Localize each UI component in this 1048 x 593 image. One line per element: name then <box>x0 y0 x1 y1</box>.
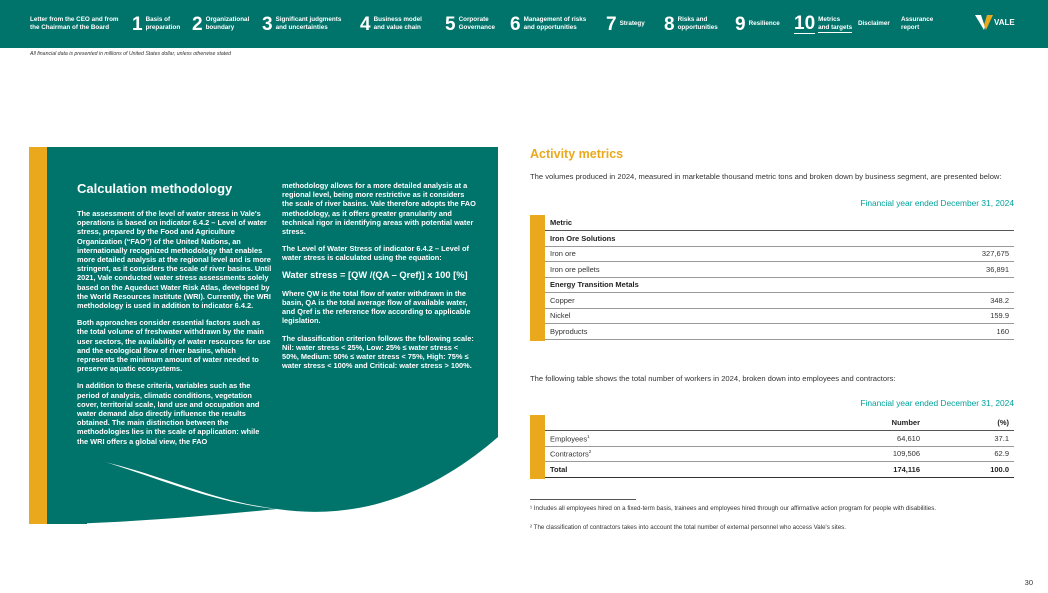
activity-fy-label: Financial year ended December 31, 2024 <box>860 198 1014 208</box>
row-label: Employees$^1$ <box>545 431 825 447</box>
row-label: Iron ore <box>545 246 886 262</box>
table-row <box>545 293 1014 309</box>
total-label: Total <box>545 462 825 478</box>
page-number: 30 <box>1024 578 1033 587</box>
total-percent: 100.0 <box>925 462 1014 478</box>
calc-paragraph: The assessment of the level of water stress in Vale's operations is based on indicator 6.4.2 – Level of water stress, prepared by the Food and Agriculture Organization (“FAO”) of the United Nations, an internationally recognized methodology that enables more detailed analysis at the regional level and is more stringent, as it considers the scale of river basins. Until 2021, Vale conducted water stress assessments solely based on the Aqueduct Water Risk Atlas, developed by the World Resources Institute (WRI). Currently, the WRI methodology is used in addition to indicator 6.4.2. <box>77 209 272 311</box>
nav-item-corporate-governance[interactable] <box>445 0 495 48</box>
row-number: 109,506 <box>825 446 925 462</box>
workers-fy-label: Financial year ended December 31, 2024 <box>860 398 1014 408</box>
nav-item-label: Disclaimer <box>858 20 890 27</box>
nav-item-management-of-risks[interactable] <box>510 0 586 48</box>
nav-item-business-model[interactable] <box>360 0 422 48</box>
calculation-methodology-panel <box>47 147 498 524</box>
total-row <box>545 462 1014 478</box>
calc-paragraph: methodology allows for a more detailed analysis at a regional level, being more restrictive as it considers the scale of river basins. Vale therefore adopts the FAO methodology, as it offers greater granularity and technical rigor in identifying areas with potential water stress. <box>282 181 476 237</box>
table-header-row <box>545 415 1014 431</box>
nav-item-risks-and-opportunities[interactable] <box>664 0 718 48</box>
row-value: 327,675 <box>886 246 1014 262</box>
header-cell-percent: (%) <box>925 415 1014 431</box>
calc-paragraph: Both approaches consider essential factors such as the total volume of freshwater withdrawn by the main user sectors, the availability of water resources for use and the ecological flow of river basins, which represents the minimum amount of water needed to preserve aquatic ecosystems. <box>77 318 271 374</box>
table-row <box>545 324 1014 340</box>
table-header-row <box>545 215 1014 231</box>
calc-column-right <box>282 181 477 378</box>
table-row <box>545 446 1014 462</box>
header-cell-metric: Metric <box>545 215 886 231</box>
vale-logo[interactable] <box>975 13 1015 31</box>
table-row <box>545 308 1014 324</box>
row-value: 36,891 <box>886 262 1014 278</box>
nav-item-ceo-letter[interactable] <box>30 0 119 48</box>
footnote-1: ¹ Includes all employees hired on a fixed-term basis, trainees and employees hired through our affirmative action program for people with disabilities. <box>530 505 937 512</box>
group-label: Energy Transition Metals <box>545 277 886 293</box>
water-stress-formula: Water stress = [QW /(QA – Qref)] x 100 [%] <box>282 269 468 280</box>
workers-table <box>545 415 1014 478</box>
row-value: 348.2 <box>886 293 1014 309</box>
vale-logo-text: VALE <box>994 17 1015 27</box>
row-percent: 37.1 <box>925 431 1014 447</box>
calc-paragraph: In addition to these criteria, variables such as the period of analysis, climatic conditions, vegetation cover, territorial scale, land use and occupation and water demand also directly influence the results obtained. The main distinction between the methodologies lies in the scale of application: while the WRI offers a global view, the FAO <box>77 381 260 446</box>
nav-item-disclaimer[interactable] <box>858 0 890 48</box>
nav-item-number: 6 <box>510 13 521 35</box>
calc-title: Calculation methodology <box>77 181 233 196</box>
group-label: Iron Ore Solutions <box>545 231 886 247</box>
nav-item-number: 2 <box>192 13 203 35</box>
row-value: 160 <box>886 324 1014 340</box>
footnote-divider <box>530 499 636 500</box>
calc-column-left <box>77 209 272 454</box>
nav-item-number: 4 <box>360 13 371 35</box>
nav-item-number: 5 <box>445 13 456 35</box>
row-label: Iron ore pellets <box>545 262 886 278</box>
activity-intro: The volumes produced in 2024, measured in marketable thousand metric tons and broken down by business segment, are presented below: <box>530 172 1002 181</box>
row-label: Nickel <box>545 308 886 324</box>
currency-note: All financial data is presented in millions of United States dollar, unless otherwise stated <box>30 51 231 57</box>
activity-metrics-table <box>545 215 1014 340</box>
total-number: 174,116 <box>825 462 925 478</box>
row-value: 159.9 <box>886 308 1014 324</box>
nav-item-label: Metrics and targets <box>818 15 853 31</box>
row-number: 64,610 <box>825 431 925 447</box>
calc-paragraph: The classification criterion follows the following scale: Nil: water stress < 25%, Low: 25% ≤ water stress < 50%, Medium: 50% ≤ water stress < 75%, High: 75% ≤ water stress < 100% and Critical: water stress > 100%. <box>282 333 474 371</box>
nav-item-number: 1 <box>132 13 143 35</box>
table-row <box>545 431 1014 447</box>
nav-item-label: Assurance report <box>901 16 934 31</box>
group-row <box>545 277 1014 293</box>
nav-item-basis-of-preparation[interactable] <box>132 0 180 48</box>
nav-item-label: Corporate Governance <box>458 16 495 31</box>
row-label: Copper <box>545 293 886 309</box>
nav-item-assurance-report[interactable] <box>901 0 933 48</box>
activity-table-accent <box>530 215 545 341</box>
calc-accent-bar <box>29 147 47 524</box>
nav-item-label: Basis of preparation <box>145 16 181 31</box>
nav-item-label: Organizational boundary <box>205 16 250 31</box>
nav-item-label: Business model and value chain <box>373 16 422 31</box>
calc-paragraph: Where QW is the total flow of water withdrawn in the basin, QA is the total average flow of available water, and Qref is the reference flow according to applicable legislation. <box>282 288 471 326</box>
top-navigation <box>0 0 1048 48</box>
nav-item-number: 8 <box>664 13 675 35</box>
nav-item-label: Management of risks and opportunities <box>523 16 587 31</box>
workers-table-accent <box>530 415 545 479</box>
nav-item-significant-judgments[interactable] <box>262 0 341 48</box>
row-label: Byproducts <box>545 324 886 340</box>
group-row <box>545 231 1014 247</box>
nav-item-label: Letter from the CEO and from the Chairman of the Board <box>30 16 119 31</box>
header-cell-number: Number <box>825 415 925 431</box>
nav-item-label: Risks and opportunities <box>677 16 718 31</box>
table-row <box>545 246 1014 262</box>
activity-metrics-title: Activity metrics <box>530 147 624 161</box>
nav-item-metrics-and-targets[interactable] <box>794 0 852 48</box>
table-row <box>545 262 1014 278</box>
footnote-2: ² The classification of contractors takes into account the total number of external personnel who access Vale's sites. <box>530 524 846 531</box>
nav-item-label: Resilience <box>748 20 780 27</box>
row-label: Contractors$^2$ <box>545 446 825 462</box>
row-percent: 62.9 <box>925 446 1014 462</box>
nav-item-number: 3 <box>262 13 273 35</box>
nav-item-resilience[interactable] <box>735 0 780 48</box>
nav-item-number: 7 <box>606 13 617 35</box>
nav-item-number: 9 <box>735 13 746 35</box>
calc-paragraph: The Level of Water Stress of indicator 6.4.2 – Level of water stress is calculated using the equation: <box>282 244 470 263</box>
nav-item-label: Strategy <box>619 20 645 27</box>
nav-item-organizational-boundary[interactable] <box>192 0 249 48</box>
nav-item-strategy[interactable] <box>606 0 645 48</box>
workers-intro: The following table shows the total number of workers in 2024, broken down into employees and contractors: <box>530 374 896 383</box>
nav-item-number: 10 <box>794 13 816 34</box>
vale-logo-icon <box>975 13 993 31</box>
nav-item-label: Significant judgments and uncertainties <box>275 16 342 31</box>
